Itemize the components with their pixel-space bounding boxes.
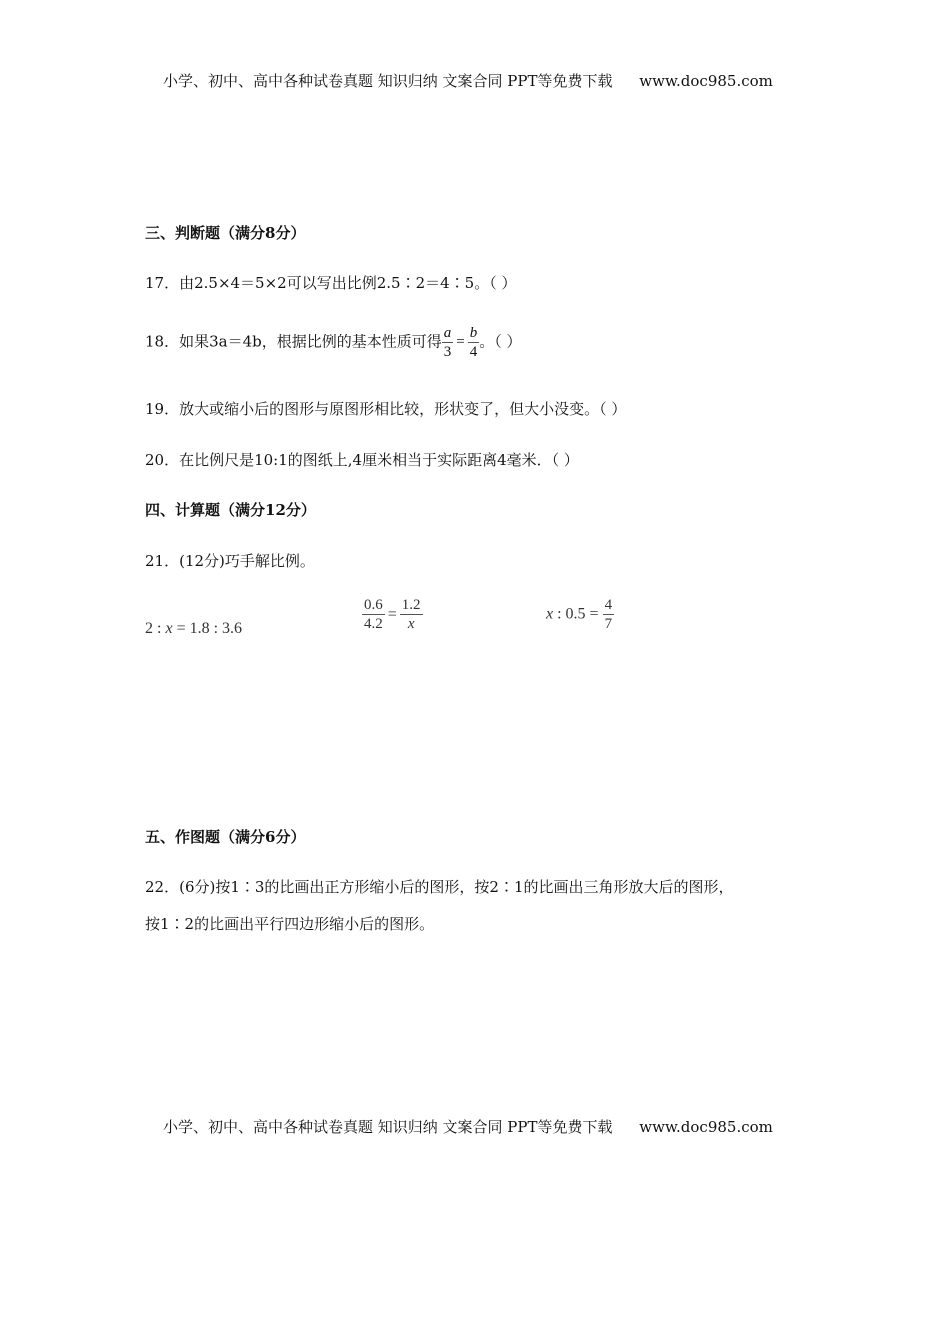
equation-3 <box>546 596 614 633</box>
question-17: 17．由2.5×4＝5×2可以写出比例2.5∶2＝4∶5。（ ） <box>145 274 517 292</box>
denominator: 4.2 <box>364 616 383 632</box>
q18-prefix: 18．如果3a＝4b，根据比例的基本性质可得 <box>145 332 442 351</box>
eq1-left: 2 : <box>145 620 166 637</box>
fraction-0.6-over-4.2 <box>362 596 385 633</box>
section-5-title: 五、作图题（满分6分） <box>145 828 306 846</box>
numerator: a <box>443 325 452 341</box>
question-18 <box>145 324 521 361</box>
q18-suffix: 。（ ） <box>479 332 522 351</box>
equation-2 <box>362 596 423 633</box>
eq1-right: = 1.8 : 3.6 <box>172 620 243 637</box>
section-3-title: 三、判断题（满分8分） <box>145 224 306 242</box>
question-20: 20．在比例尺是10:1的图纸上,4厘米相当于实际距离4毫米．（ ） <box>145 451 579 469</box>
fraction-1.2-over-x <box>400 596 423 633</box>
question-19: 19．放大或缩小后的图形与原图形相比较，形状变了，但大小没变。（ ） <box>145 400 627 418</box>
header-text: 小学、初中、高中各种试卷真题 知识归纳 文案合同 PPT等免费下载 <box>163 72 613 90</box>
question-22-line-2: 按1∶2的比画出平行四边形缩小后的图形。 <box>145 915 435 933</box>
numerator: 0.6 <box>364 597 383 613</box>
eq3-middle: : 0.5 = <box>553 605 603 623</box>
denominator: x <box>407 616 415 632</box>
question-21: 21．(12分)巧手解比例。 <box>145 552 315 570</box>
equals: = <box>387 605 397 623</box>
denominator: 3 <box>443 344 452 360</box>
question-22-line-1: 22．(6分)按1∶3的比画出正方形缩小后的图形，按2∶1的比画出三角形放大后的图形， <box>145 878 734 896</box>
variable-x: x <box>165 620 173 637</box>
variable-x: x <box>546 605 554 623</box>
footer-url[interactable]: www.doc985.com <box>639 1118 773 1136</box>
fraction-a-over-3 <box>442 324 454 361</box>
numerator: b <box>469 325 478 341</box>
equals: = <box>456 334 465 350</box>
equation-1 <box>145 620 242 638</box>
denominator: 7 <box>604 616 613 632</box>
fraction-4-over-7 <box>603 596 615 633</box>
denominator: 4 <box>469 344 478 360</box>
page-footer <box>163 1116 773 1137</box>
fraction-b-over-4 <box>468 324 480 361</box>
page-header <box>163 70 773 91</box>
numerator: 4 <box>604 597 613 613</box>
numerator: 1.2 <box>401 597 421 613</box>
section-4-title: 四、计算题（满分12分） <box>145 501 316 519</box>
header-url[interactable]: www.doc985.com <box>639 72 773 90</box>
footer-text: 小学、初中、高中各种试卷真题 知识归纳 文案合同 PPT等免费下载 <box>163 1118 613 1136</box>
